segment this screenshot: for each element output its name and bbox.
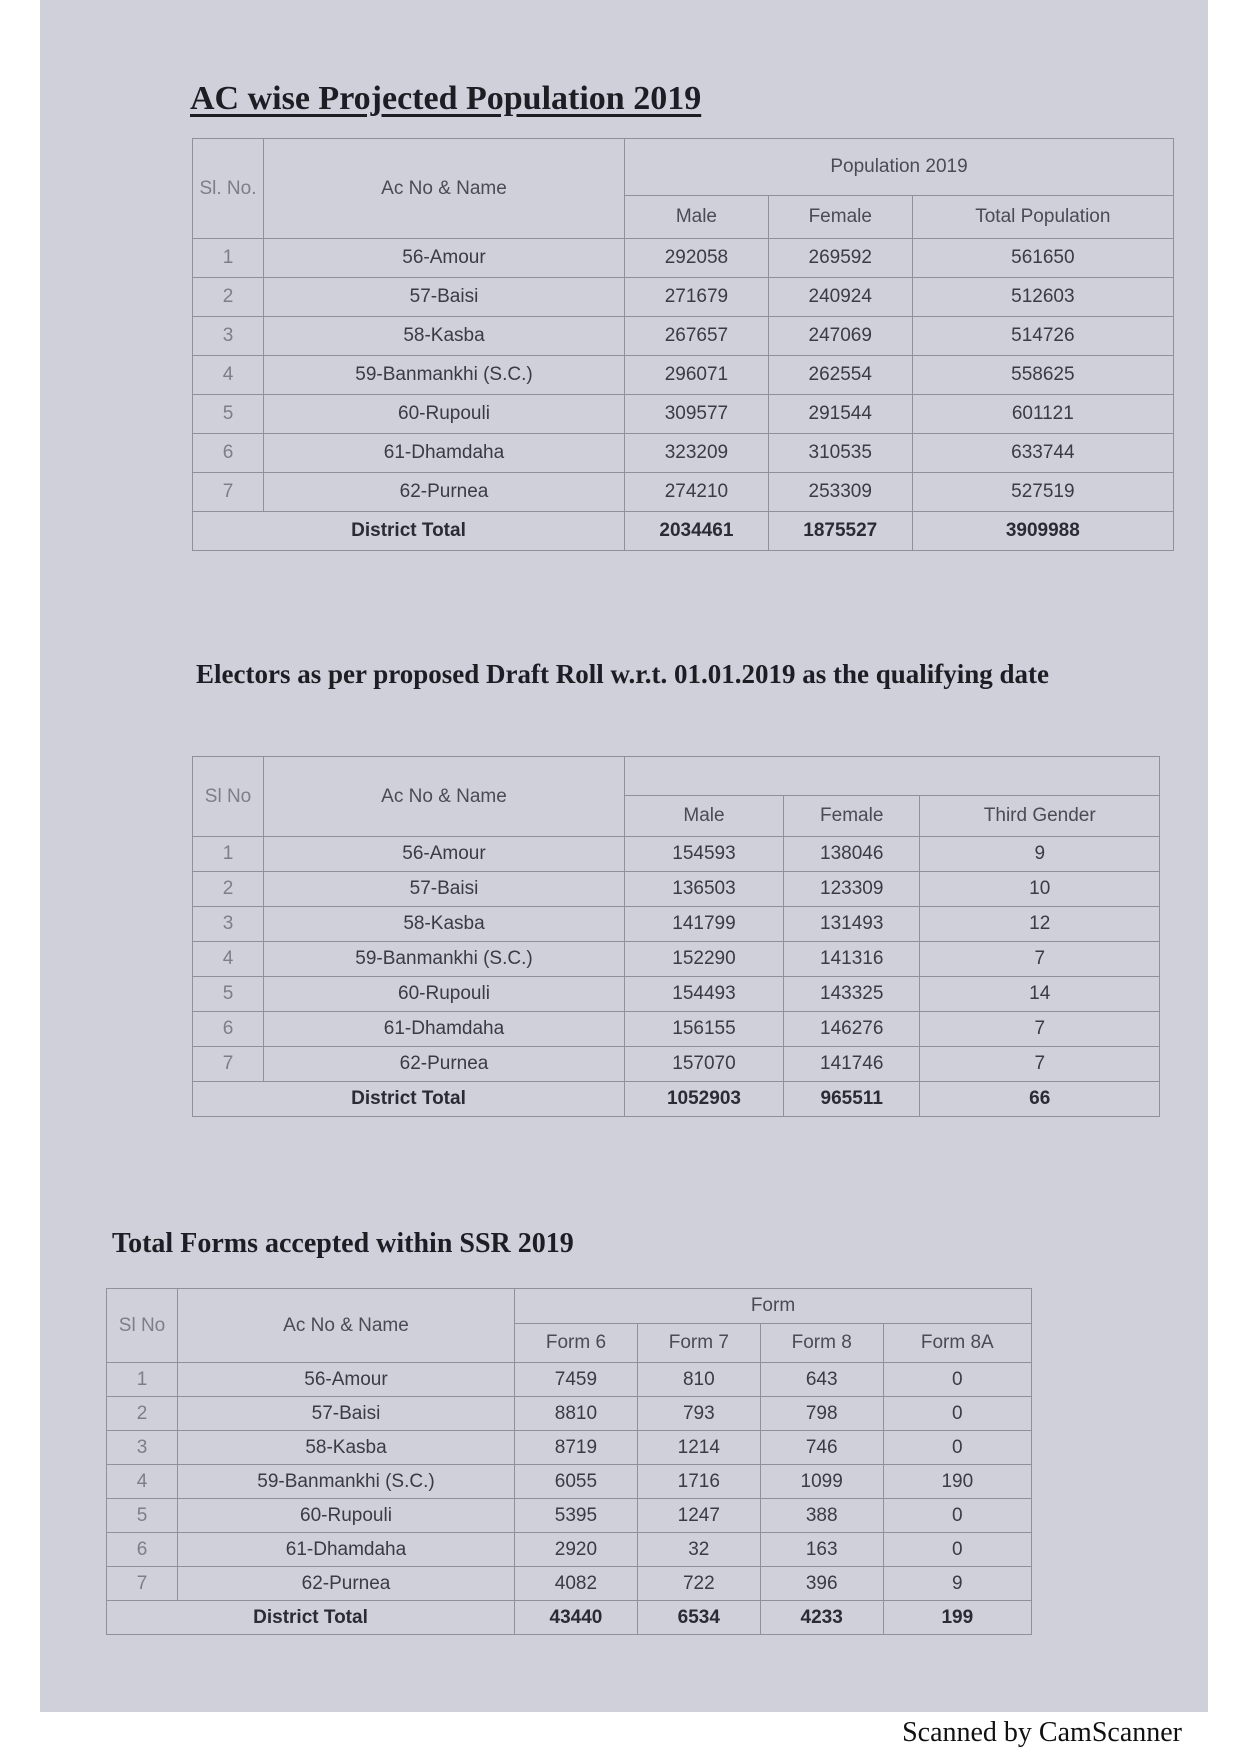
col-total-header: Total Population [912, 196, 1173, 239]
female-cell: 269592 [768, 239, 912, 278]
col-name-header: Ac No & Name [178, 1289, 515, 1363]
electors-group-header [625, 757, 1160, 796]
sl-cell: 2 [193, 278, 264, 317]
sl-cell: 5 [193, 977, 264, 1012]
col-sl-header: Sl No [107, 1289, 178, 1363]
table-row [193, 837, 1160, 872]
col-sl-header: Sl. No. [193, 139, 264, 239]
population-group-header: Population 2019 [625, 139, 1174, 196]
table-row [107, 1567, 1032, 1601]
forms-table-title: Total Forms accepted within SSR 2019 [112, 1228, 574, 1259]
table-row [193, 907, 1160, 942]
form8-cell: 163 [760, 1533, 883, 1567]
total-form8a-cell: 199 [883, 1601, 1031, 1635]
female-cell: 131493 [783, 907, 920, 942]
ac-name-cell: 60-Rupouli [178, 1499, 515, 1533]
table-row [193, 356, 1174, 395]
male-cell: 271679 [625, 278, 769, 317]
sl-cell: 4 [193, 356, 264, 395]
col-name-header: Ac No & Name [264, 139, 625, 239]
form8-cell: 388 [760, 1499, 883, 1533]
sl-cell: 6 [107, 1533, 178, 1567]
female-cell: 141316 [783, 942, 920, 977]
table-row [107, 1397, 1032, 1431]
form8-cell: 396 [760, 1567, 883, 1601]
male-cell: 309577 [625, 395, 769, 434]
male-cell: 152290 [625, 942, 784, 977]
total-form6-cell: 43440 [515, 1601, 638, 1635]
ac-name-cell: 59-Banmankhi (S.C.) [264, 356, 625, 395]
ac-name-cell: 60-Rupouli [264, 395, 625, 434]
population-table-title: AC wise Projected Population 2019 [190, 80, 702, 117]
sl-cell: 1 [107, 1363, 178, 1397]
female-cell: 247069 [768, 317, 912, 356]
table-row [107, 1499, 1032, 1533]
sl-cell: 4 [193, 942, 264, 977]
col-form6-header: Form 6 [515, 1324, 638, 1363]
male-cell: 154493 [625, 977, 784, 1012]
table-row [193, 317, 1174, 356]
col-third-gender-header: Third Gender [920, 796, 1160, 837]
district-total-row [193, 512, 1174, 551]
form8a-cell: 0 [883, 1499, 1031, 1533]
male-cell: 296071 [625, 356, 769, 395]
forms-group-header: Form [515, 1289, 1032, 1324]
total-form7-cell: 6534 [637, 1601, 760, 1635]
total-male-cell: 2034461 [625, 512, 769, 551]
table-row [107, 1363, 1032, 1397]
ac-name-cell: 58-Kasba [264, 907, 625, 942]
table-row [193, 1047, 1160, 1082]
form6-cell: 7459 [515, 1363, 638, 1397]
sl-cell: 1 [193, 239, 264, 278]
table-row [107, 1533, 1032, 1567]
female-cell: 240924 [768, 278, 912, 317]
table-row [193, 942, 1160, 977]
ac-name-cell: 57-Baisi [264, 872, 625, 907]
male-cell: 267657 [625, 317, 769, 356]
electors-table [192, 756, 1160, 1117]
table-row [193, 395, 1174, 434]
form7-cell: 32 [637, 1533, 760, 1567]
third-gender-cell: 12 [920, 907, 1160, 942]
form8a-cell: 0 [883, 1397, 1031, 1431]
sl-cell: 5 [193, 395, 264, 434]
male-cell: 323209 [625, 434, 769, 473]
female-cell: 253309 [768, 473, 912, 512]
form7-cell: 1716 [637, 1465, 760, 1499]
form6-cell: 2920 [515, 1533, 638, 1567]
male-cell: 274210 [625, 473, 769, 512]
total-cell: 561650 [912, 239, 1173, 278]
total-female-cell: 1875527 [768, 512, 912, 551]
district-total-label: District Total [193, 1082, 625, 1117]
total-male-cell: 1052903 [625, 1082, 784, 1117]
ac-name-cell: 62-Purnea [264, 473, 625, 512]
table-row [107, 1431, 1032, 1465]
female-cell: 146276 [783, 1012, 920, 1047]
table-row [193, 434, 1174, 473]
col-form8a-header: Form 8A [883, 1324, 1031, 1363]
electors-table-title: Electors as per proposed Draft Roll w.r.t. 01.01.2019 as the qualifying date [196, 659, 1050, 689]
table-row [193, 278, 1174, 317]
form8a-cell: 0 [883, 1363, 1031, 1397]
sl-cell: 7 [107, 1567, 178, 1601]
col-name-header: Ac No & Name [264, 757, 625, 837]
district-total-row [193, 1082, 1160, 1117]
sl-cell: 4 [107, 1465, 178, 1499]
sl-cell: 5 [107, 1499, 178, 1533]
sl-cell: 6 [193, 1012, 264, 1047]
total-population-cell: 3909988 [912, 512, 1173, 551]
total-third-gender-cell: 66 [920, 1082, 1160, 1117]
ac-name-cell: 56-Amour [178, 1363, 515, 1397]
table-row [107, 1465, 1032, 1499]
female-cell: 291544 [768, 395, 912, 434]
female-cell: 138046 [783, 837, 920, 872]
table-row [193, 1012, 1160, 1047]
male-cell: 141799 [625, 907, 784, 942]
male-cell: 136503 [625, 872, 784, 907]
form7-cell: 722 [637, 1567, 760, 1601]
form7-cell: 1214 [637, 1431, 760, 1465]
ac-name-cell: 59-Banmankhi (S.C.) [264, 942, 625, 977]
sl-cell: 2 [193, 872, 264, 907]
ac-name-cell: 57-Baisi [264, 278, 625, 317]
third-gender-cell: 9 [920, 837, 1160, 872]
third-gender-cell: 14 [920, 977, 1160, 1012]
sl-cell: 1 [193, 837, 264, 872]
sl-cell: 3 [193, 907, 264, 942]
form8a-cell: 190 [883, 1465, 1031, 1499]
col-female-header: Female [768, 196, 912, 239]
sl-cell: 6 [193, 434, 264, 473]
district-total-label: District Total [193, 512, 625, 551]
sl-cell: 7 [193, 473, 264, 512]
form7-cell: 810 [637, 1363, 760, 1397]
col-male-header: Male [625, 196, 769, 239]
scanner-footer: Scanned by CamScanner [902, 1717, 1182, 1748]
ac-name-cell: 62-Purnea [264, 1047, 625, 1082]
col-form8-header: Form 8 [760, 1324, 883, 1363]
form8-cell: 643 [760, 1363, 883, 1397]
total-cell: 514726 [912, 317, 1173, 356]
sl-cell: 7 [193, 1047, 264, 1082]
ac-name-cell: 61-Dhamdaha [178, 1533, 515, 1567]
male-cell: 292058 [625, 239, 769, 278]
form6-cell: 5395 [515, 1499, 638, 1533]
col-female-header: Female [783, 796, 920, 837]
table-row [193, 473, 1174, 512]
form8a-cell: 9 [883, 1567, 1031, 1601]
ac-name-cell: 56-Amour [264, 837, 625, 872]
ac-name-cell: 62-Purnea [178, 1567, 515, 1601]
form6-cell: 8810 [515, 1397, 638, 1431]
form6-cell: 4082 [515, 1567, 638, 1601]
third-gender-cell: 7 [920, 942, 1160, 977]
district-total-label: District Total [107, 1601, 515, 1635]
ac-name-cell: 58-Kasba [264, 317, 625, 356]
male-cell: 157070 [625, 1047, 784, 1082]
col-sl-header: Sl No [193, 757, 264, 837]
total-cell: 558625 [912, 356, 1173, 395]
ac-name-cell: 56-Amour [264, 239, 625, 278]
male-cell: 154593 [625, 837, 784, 872]
form8-cell: 798 [760, 1397, 883, 1431]
total-cell: 633744 [912, 434, 1173, 473]
population-table [192, 138, 1174, 551]
female-cell: 123309 [783, 872, 920, 907]
female-cell: 262554 [768, 356, 912, 395]
form8-cell: 1099 [760, 1465, 883, 1499]
female-cell: 141746 [783, 1047, 920, 1082]
total-cell: 527519 [912, 473, 1173, 512]
female-cell: 143325 [783, 977, 920, 1012]
district-total-row [107, 1601, 1032, 1635]
form7-cell: 793 [637, 1397, 760, 1431]
sl-cell: 3 [193, 317, 264, 356]
form7-cell: 1247 [637, 1499, 760, 1533]
male-cell: 156155 [625, 1012, 784, 1047]
ac-name-cell: 60-Rupouli [264, 977, 625, 1012]
table-row [193, 239, 1174, 278]
form6-cell: 8719 [515, 1431, 638, 1465]
total-cell: 601121 [912, 395, 1173, 434]
ac-name-cell: 59-Banmankhi (S.C.) [178, 1465, 515, 1499]
third-gender-cell: 7 [920, 1047, 1160, 1082]
total-cell: 512603 [912, 278, 1173, 317]
sl-cell: 2 [107, 1397, 178, 1431]
total-female-cell: 965511 [783, 1082, 920, 1117]
form8-cell: 746 [760, 1431, 883, 1465]
ac-name-cell: 57-Baisi [178, 1397, 515, 1431]
table-row [193, 977, 1160, 1012]
female-cell: 310535 [768, 434, 912, 473]
form8a-cell: 0 [883, 1533, 1031, 1567]
ac-name-cell: 58-Kasba [178, 1431, 515, 1465]
sl-cell: 3 [107, 1431, 178, 1465]
table-row [193, 872, 1160, 907]
third-gender-cell: 7 [920, 1012, 1160, 1047]
form6-cell: 6055 [515, 1465, 638, 1499]
col-male-header: Male [625, 796, 784, 837]
col-form7-header: Form 7 [637, 1324, 760, 1363]
total-form8-cell: 4233 [760, 1601, 883, 1635]
forms-table [106, 1288, 1032, 1635]
third-gender-cell: 10 [920, 872, 1160, 907]
form8a-cell: 0 [883, 1431, 1031, 1465]
ac-name-cell: 61-Dhamdaha [264, 434, 625, 473]
ac-name-cell: 61-Dhamdaha [264, 1012, 625, 1047]
